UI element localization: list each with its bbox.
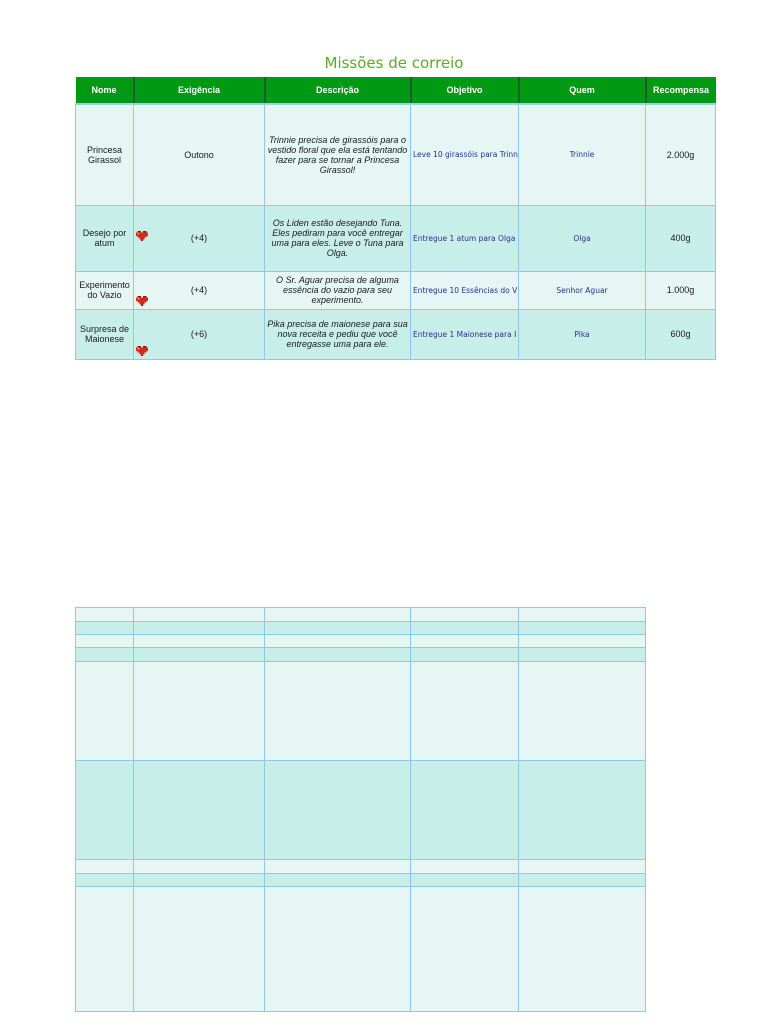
- table-row[interactable]: [76, 104, 716, 205]
- quest-reward: 400g: [646, 205, 716, 271]
- header-nome[interactable]: Nome: [76, 77, 134, 104]
- quest-objective: Leve 10 girassóis para Trinn: [411, 104, 519, 205]
- quest-objective: Entregue 10 Essências do V: [411, 271, 519, 309]
- quest-objective: Entregue 1 Maionese para I: [411, 309, 519, 359]
- empty-row: [76, 761, 646, 860]
- heart-icon: [136, 295, 148, 307]
- heart-icon: [136, 345, 148, 357]
- header-exigencia[interactable]: Exigência: [134, 77, 265, 104]
- requirement-text: Outono: [184, 149, 214, 160]
- empty-row: [76, 608, 646, 622]
- table-row[interactable]: [76, 271, 716, 309]
- quest-description: Pika precisa de maionese para sua nova receita e pediu que você entregasse uma para ele.: [265, 309, 411, 359]
- heart-icon: [136, 230, 148, 242]
- requirement-text: (+4): [190, 285, 208, 295]
- missions-table: [75, 77, 716, 360]
- empty-grid: [75, 607, 646, 1012]
- quest-reward: 600g: [646, 309, 716, 359]
- quest-description: O Sr. Aguar precisa de alguma essência do vazio para seu experimento.: [265, 271, 411, 309]
- empty-row: [76, 635, 646, 648]
- quest-objective: Entregue 1 atum para Olga: [411, 205, 519, 271]
- empty-row: [76, 860, 646, 874]
- quest-name: Surpresa de Maionese: [76, 309, 134, 359]
- header-descricao[interactable]: Descrição: [265, 77, 411, 104]
- header-quem[interactable]: Quem: [519, 77, 646, 104]
- quest-description: Os Liden estão desejando Tuna. Eles pediram para você entregar uma para eles. Leve o Tuna para Olga.: [265, 205, 411, 271]
- header-objetivo[interactable]: Objetivo: [411, 77, 519, 104]
- requirement-text: (+4): [190, 233, 208, 243]
- quest-giver: Senhor Aguar: [519, 271, 646, 309]
- quest-requirement: [134, 309, 265, 359]
- table-row[interactable]: [76, 205, 716, 271]
- quest-reward: 2.000g: [646, 104, 716, 205]
- table-row[interactable]: [76, 309, 716, 359]
- quest-requirement: [134, 205, 265, 271]
- quest-giver: Olga: [519, 205, 646, 271]
- quest-name: Princesa Girassol: [76, 104, 134, 205]
- empty-row: [76, 648, 646, 662]
- quest-name: Experimento do Vazio: [76, 271, 134, 309]
- quest-giver: Pika: [519, 309, 646, 359]
- empty-row: [76, 622, 646, 635]
- quest-giver: Trinnie: [519, 104, 646, 205]
- table-header-row: [76, 77, 716, 104]
- requirement-text: (+6): [190, 329, 208, 339]
- quest-reward: 1.000g: [646, 271, 716, 309]
- empty-row: [76, 662, 646, 761]
- page-title: Missões de correio: [324, 54, 464, 72]
- empty-row: [76, 874, 646, 887]
- quest-requirement: [134, 104, 265, 205]
- quest-requirement: [134, 271, 265, 309]
- quest-description: Trinnie precisa de girassóis para o vestido floral que ela está tentando fazer para se tornar a Princesa Girassol!: [265, 104, 411, 205]
- quest-name: Desejo por atum: [76, 205, 134, 271]
- header-recompensa[interactable]: Recompensa: [646, 77, 716, 104]
- empty-row: [76, 887, 646, 1012]
